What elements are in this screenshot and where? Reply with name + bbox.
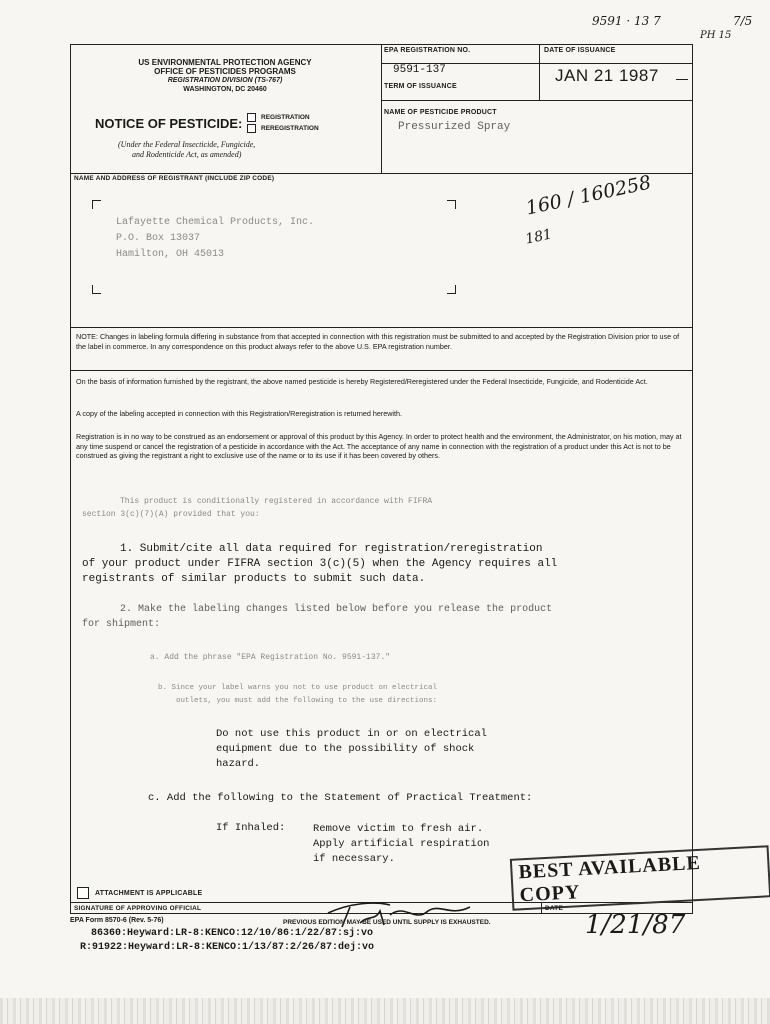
conditions-intro: This product is conditionally registered in accordance with FIFRA: [120, 497, 433, 506]
epa-registration-label: EPA REGISTRATION NO.: [384, 47, 471, 54]
date-of-issuance-label: DATE OF ISSUANCE: [544, 47, 616, 54]
warning-line: hazard.: [216, 758, 261, 770]
routing-line: 86360:Heyward:LR-8:KENCO:12/10/86:1/22/87:sj:vo: [91, 928, 374, 939]
basis-paragraph: On the basis of information furnished by the registrant, the above named pesticide is hereby Registered/Reregistered under the Federal Insecticide, Fungicide, and Rodenticide Act.: [76, 377, 648, 386]
date-divider: [539, 44, 540, 100]
registrant-line: P.O. Box 13037: [116, 233, 201, 244]
previous-edition-note: PREVIOUS EDITION MAY BE USED UNTIL SUPPLY IS EXHAUSTED.: [283, 919, 491, 926]
signature-date: 1/21/87: [585, 910, 686, 940]
scan-noise: [0, 998, 770, 1024]
registration-paragraph: Registration is in no way to be construed as an endorsement or approval of this product by this Agency. In order to protect health and the environment, the Administrator, on his motion, may at any time suspend or cancel the registration of a pesticide in accordance with the Act. The acceptance of any name in connection with the registration of a product under this Act is not to be construed as giving the registrant a right to exclusive use of the name or to its use if it has been covered by others.: [76, 432, 682, 460]
condition-2c: c. Add the following to the Statement of Practical Treatment:: [148, 792, 533, 804]
registrant-label: NAME AND ADDRESS OF REGISTRANT (INCLUDE ZIP CODE): [74, 175, 275, 182]
act-note: and Rodenticide Act, as amended): [132, 150, 242, 159]
inhaled-line: Apply artificial respiration: [313, 838, 490, 850]
electrical-warning: [216, 727, 487, 772]
condition-1: registrants of similar products to submit such data.: [82, 573, 426, 585]
file-number-annotation: 9591 · 13 7: [592, 14, 661, 28]
registrant-line: Lafayette Chemical Products, Inc.: [116, 217, 315, 228]
term-rule: [381, 100, 693, 101]
registration-checkbox[interactable]: [247, 113, 256, 122]
agency-block: [80, 58, 370, 94]
condition-2b: outlets, you must add the following to the use directions:: [176, 697, 438, 705]
handwritten-codes-2: 181: [524, 226, 554, 248]
address-corner: [447, 285, 456, 294]
initials-annotation: PH 15: [700, 30, 732, 41]
form-number: EPA Form 8570-6 (Rev. 5-76): [70, 917, 164, 924]
agency-line: US ENVIRONMENTAL PROTECTION AGENCY: [138, 58, 312, 67]
condition-2: 2. Make the labeling changes listed below before you release the product: [120, 604, 553, 615]
address-corner: [92, 200, 101, 209]
product-name-label: NAME OF PESTICIDE PRODUCT: [384, 109, 497, 116]
agency-line: WASHINGTON, DC 20460: [183, 86, 267, 93]
registrant-address: [116, 215, 314, 263]
notice-title: NOTICE OF PESTICIDE:: [95, 116, 243, 131]
condition-1: of your product under FIFRA section 3(c)(5) when the Agency requires all: [82, 558, 558, 570]
fraction-annotation: 7/5: [733, 14, 753, 28]
epa-registration-value: 9591-137: [393, 64, 446, 76]
term-of-issuance-label: TERM OF ISSUANCE: [384, 83, 457, 90]
address-corner: [92, 285, 101, 294]
condition-1: 1. Submit/cite all data required for registration/reregistration: [120, 543, 543, 555]
address-corner: [447, 200, 456, 209]
date-of-issuance-value: JAN 21 1987: [555, 66, 659, 85]
body-rule: [70, 370, 693, 371]
best-available-copy-stamp: BEST AVAILABLE COPY: [510, 845, 770, 910]
condition-2: for shipment:: [82, 619, 161, 630]
inhaled-label: If Inhaled:: [216, 822, 286, 834]
reregistration-option: REREGISTRATION: [261, 125, 319, 132]
copy-paragraph: A copy of the labeling accepted in connection with this Registration/Reregistration is returned herewith.: [76, 409, 403, 418]
reregistration-checkbox[interactable]: [247, 124, 256, 133]
handwritten-codes: 160 / 160258: [524, 171, 654, 220]
note-rule: [70, 327, 693, 328]
product-name-value: Pressurized Spray: [398, 121, 511, 133]
date-label: DATE: [545, 905, 564, 912]
inhaled-line: if necessary.: [313, 853, 395, 865]
inhaled-instructions: [313, 822, 489, 867]
attachment-label: ATTACHMENT IS APPLICABLE: [95, 890, 203, 897]
date-dash: [676, 79, 688, 80]
conditions-intro: section 3(c)(7)(A) provided that you:: [82, 510, 260, 519]
registrant-line: Hamilton, OH 45013: [116, 249, 225, 260]
routing-line: R:91922:Heyward:LR-8:KENCO:1/13/87:2/26/87:dej:vo: [80, 942, 375, 953]
agency-line: OFFICE OF PESTICIDES PROGRAMS: [154, 67, 296, 76]
act-note: (Under the Federal Insecticide, Fungicide,: [118, 140, 256, 149]
agency-line: REGISTRATION DIVISION (TS-767): [167, 77, 283, 84]
condition-2b: b. Since your label warns you not to use product on electrical: [158, 684, 438, 692]
note-text: NOTE: Changes in labeling formula differing in substance from that accepted in connection with this registration must be submitted to and accepted by the Registration Division prior to use of the label in commerce. In any correspondence on this product always refer to the above U.S. EPA registration number.: [76, 332, 680, 351]
inhaled-line: Remove victim to fresh air.: [313, 823, 484, 835]
registration-option: REGISTRATION: [261, 114, 310, 121]
attachment-checkbox[interactable]: [77, 887, 89, 899]
warning-line: Do not use this product in or on electrical: [216, 728, 487, 740]
warning-line: equipment due to the possibility of shock: [216, 743, 475, 755]
signature-label: SIGNATURE OF APPROVING OFFICIAL: [74, 905, 202, 912]
registrant-rule: [70, 173, 693, 174]
condition-2a: a. Add the phrase "EPA Registration No. 9591-137.": [150, 653, 391, 662]
